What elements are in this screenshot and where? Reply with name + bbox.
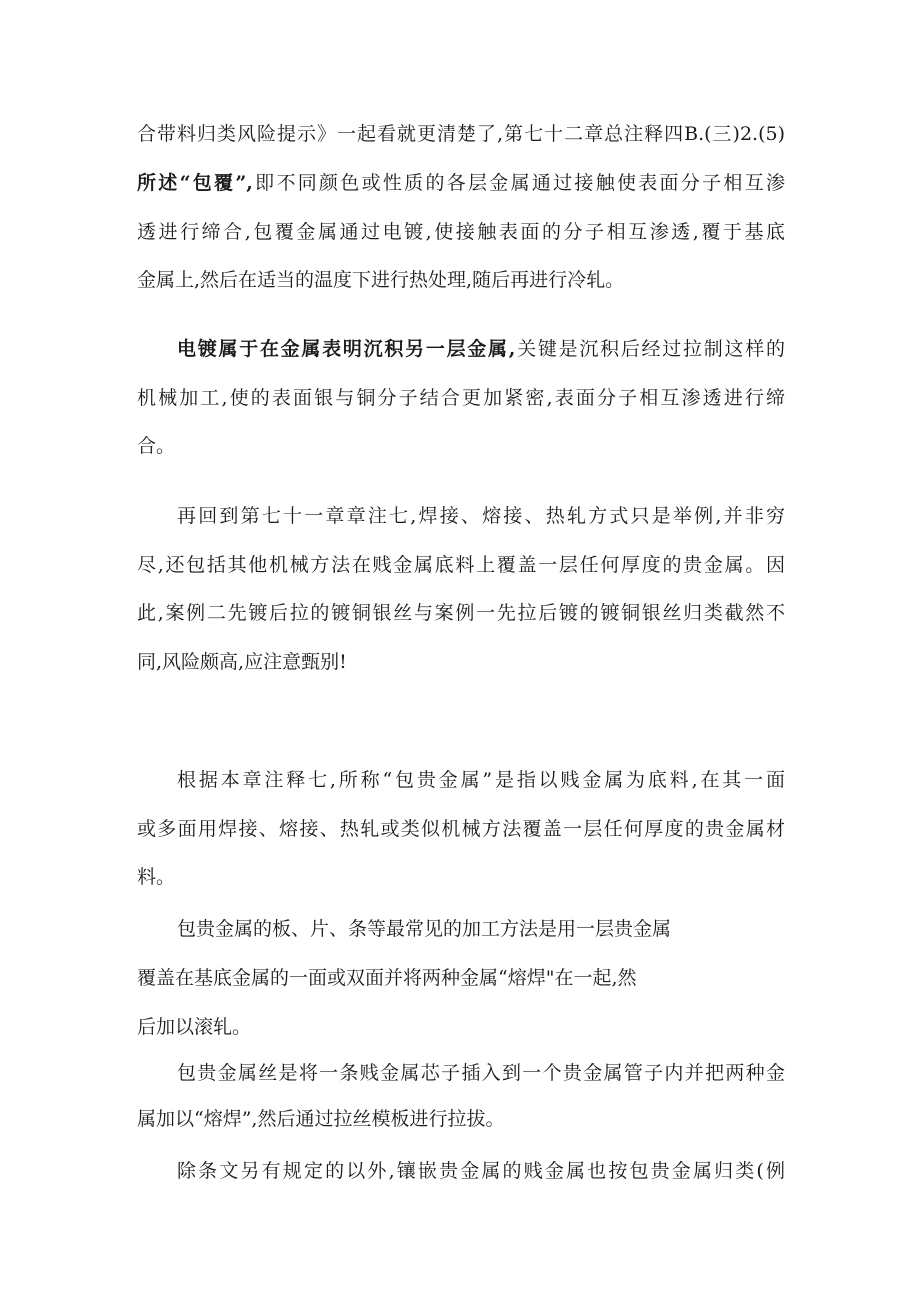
paragraph-2-line-1 xyxy=(177,340,785,359)
paragraph-3-line-2: 尽,还包括其他机械方法在贱金属底料上覆盖一层任何厚度的贵金属。因 xyxy=(137,554,785,576)
paragraph-3-line-3: 此,案例二先镀后拉的镀铜银丝与案例一先拉后镀的镀铜银丝归类截然不 xyxy=(137,602,785,624)
paragraph-6-line-1: 包贵金属丝是将一条贱金属芯子插入到一个贵金属管子内并把两种金 xyxy=(177,1062,785,1084)
paragraph-4-line-2: 或多面用焊接、熔接、热轧或类似机械方法覆盖一层任何厚度的贵金属材 xyxy=(137,818,785,840)
paragraph-5-line-2: 覆盖在基底金属的一面或双面并将两种金属“熔焊"在一起,然 xyxy=(137,967,637,989)
paragraph-5-line-1: 包贵金属的板、片、条等最常见的加工方法是用一层贵金属 xyxy=(177,918,672,940)
paragraph-1-line-2-rest: 即不同颜色或性质的各层金属通过接触使表面分子相互渗 xyxy=(252,172,785,194)
bold-term-baofu: 所述“包覆”, xyxy=(137,172,253,194)
paragraph-6-line-2: 属加以“熔焊”,然后通过拉丝模板进行拉拔。 xyxy=(137,1108,505,1130)
paragraph-1-line-1: 合带料归类风险提示》一起看就更清楚了,第七十二章总注释四B.(三)2.(5) xyxy=(137,123,785,145)
paragraph-1-line-4: 金属上,然后在适当的温度下进行热处理,随后再进行冷轧。 xyxy=(137,269,625,291)
paragraph-5-line-3: 后加以滚轧。 xyxy=(137,1016,252,1038)
bold-electroplating-statement: 电镀属于在金属表明沉积另一层金属, xyxy=(177,338,516,360)
paragraph-1-line-3: 透进行缔合,包覆金属通过电镀,使接触表面的分子相互渗透,覆于基底 xyxy=(137,221,785,243)
paragraph-2-line-2: 机械加工,使的表面银与铜分子结合更加紧密,表面分子相互渗透进行缔 xyxy=(137,387,785,409)
paragraph-2-line-1-rest: 关键是沉积后经过拉制这样的 xyxy=(515,338,785,360)
paragraph-3-line-4: 同,风险颇高,应注意甄别! xyxy=(137,651,347,673)
paragraph-4-line-1: 根据本章注释七,所称“包贵金属”是指以贱金属为底料,在其一面 xyxy=(177,769,785,791)
paragraph-7-line-1: 除条文另有规定的以外,镶嵌贵金属的贱金属也按包贵金属归类(例 xyxy=(177,1160,785,1182)
paragraph-4-line-3: 料。 xyxy=(137,866,176,888)
paragraph-2-line-3: 合。 xyxy=(137,435,176,457)
paragraph-1-line-2 xyxy=(137,174,785,193)
paragraph-3-line-1: 再回到第七十一章章注七,焊接、熔接、热轧方式只是举例,并非穷 xyxy=(177,505,785,527)
